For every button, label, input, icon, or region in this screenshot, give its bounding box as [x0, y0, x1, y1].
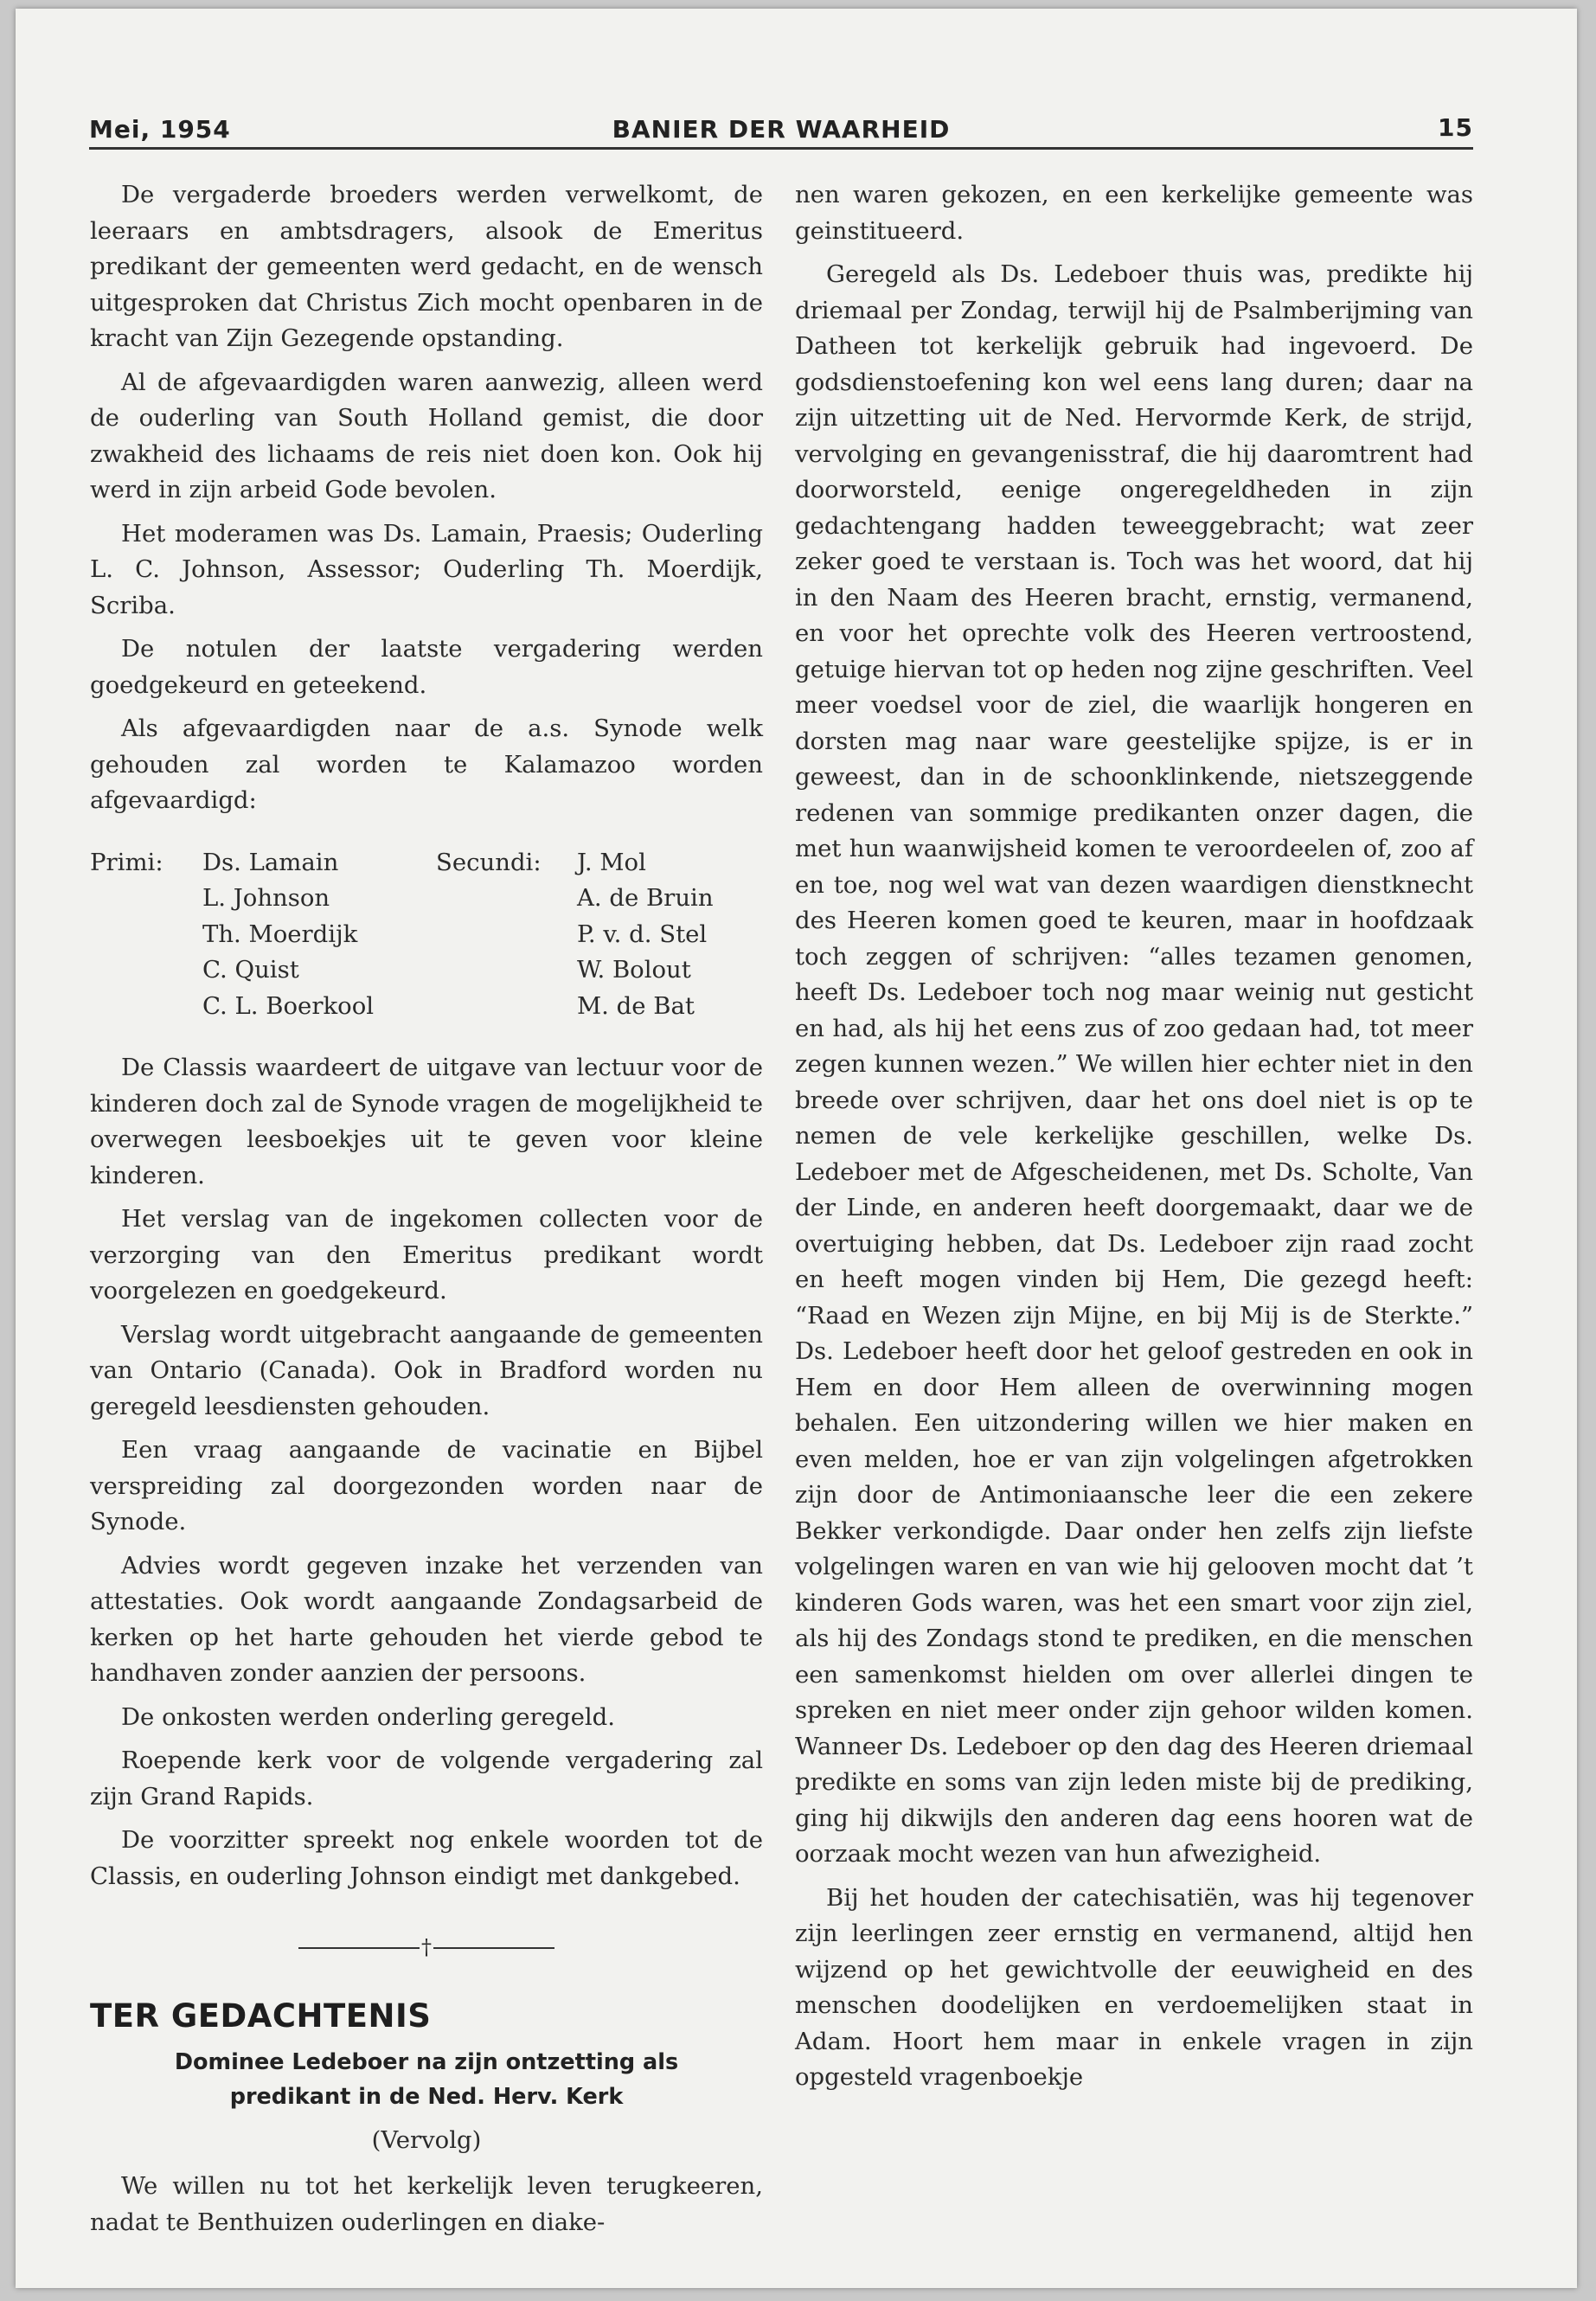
section-title: TER GEDACHTENIS — [90, 1997, 432, 2035]
paragraph: Een vraag aangaande de vacinatie en Bijbel verspreiding zal doorgezonden worden naar de Synode. — [90, 1436, 763, 1535]
paragraph: De onkosten werden onderling geregeld. — [121, 1702, 615, 1731]
paragraph: Als afgevaardigden naar de a.s. Synode welk gehouden zal worden te Kalamazoo worden afgevaardigd: — [90, 715, 763, 814]
issue-date: Mei, 1954 — [89, 115, 231, 144]
article-subtitle — [90, 2045, 763, 2114]
delegate-name: W. Bolout — [577, 956, 691, 984]
paragraph: Verslag wordt uitgebracht aangaande de gemeenten van Ontario (Canada). Ook in Bradford worden nu geregeld leesdiensten gehouden. — [90, 1320, 763, 1420]
paragraph: Advies wordt gegeven inzake het verzenden van attestaties. Ook wordt aangaande Zondagsarbeid de kerken op het harte gehouden het vierde gebod te handhaven zonder aanzien der persoons. — [90, 1551, 763, 1687]
delegate-name: Th. Moerdijk — [202, 920, 358, 948]
paragraph: De Classis waardeert de uitgave van lectuur voor de kinderen doch zal de Synode vragen de mogelijkheid te overwegen leesboekjes uit te geven voor kleine kinderen. — [90, 1054, 763, 1189]
paragraph-continuation: nen waren gekozen, en een kerkelijke gemeente was geinstitueerd. — [795, 181, 1473, 245]
delegate-name: P. v. d. Stel — [577, 920, 708, 948]
left-column — [90, 177, 763, 2248]
delegate-name: J. Mol — [577, 848, 646, 876]
divider-line — [433, 1947, 554, 1949]
delegate-name: C. Quist — [202, 956, 299, 984]
delegate-name: Ds. Lamain — [202, 848, 339, 876]
delegate-name: A. de Bruin — [577, 884, 714, 912]
secundi-label: Secundi: — [436, 848, 542, 876]
paragraph: We willen nu tot het kerkelijk leven terugkeeren, nadat te Benthuizen ouderlingen en diake- — [90, 2172, 763, 2236]
divider-line — [298, 1947, 420, 1949]
subtitle-line: predikant in de Ned. Herv. Kerk — [229, 2083, 624, 2110]
continued-note: (Vervolg) — [371, 2125, 482, 2154]
paragraph: Al de afgevaardigden waren aanwezig, alleen werd de ouderling van South Holland gemist, die door zwakheid des lichaams de reis niet doen kon. Ook hij werd in zijn arbeid Gode bevolen. — [90, 368, 763, 503]
delegates-list — [90, 845, 763, 1025]
section-divider — [90, 1929, 763, 1965]
magazine-page — [16, 9, 1577, 2288]
paragraph: Het moderamen was Ds. Lamain, Praesis; Ouderling L. C. Johnson, Assessor; Ouderling Th. Moerdijk, Scriba. — [90, 519, 763, 619]
paragraph: Geregeld als Ds. Ledeboer thuis was, predikte hij driemaal per Zondag, terwijl hij de Psalmberijming van Datheen tot kerkelijk gebruik had ingevoerd. De godsdienstoefening kon wel eens lang duren; daar na zijn uitzetting uit de Ned. Hervormde Kerk, de strijd, vervolging en gevangenisstraf, die hij daaromtrent had doorworsteld, eenige ongeregeldheden in zijn gedachtengang hadden teweeggebracht; wat zeer zeker goed te verstaan is. Toch was het woord, dat hij in den Naam des Heeren bracht, ernstig, vermanend, en voor het oprechte volk des Heeren vertroostend, getuige hiervan tot op heden nog zijne geschriften. Veel meer voedsel voor de ziel, die waarlijk hongeren en dorsten mag naar ware geestelijke spijze, is er in geweest, dan in de schoonklinkende, nietszeggende redenen van sommige predikanten onzer dagen, die met hun waanwijsheid komen te veroordeelen of, zoo af en toe, nog wel wat van dezen waardigen dienstknecht des Heeren komen goed te keuren, maar in hoofdzaak toch zeggen of schrijven: “alles tezamen genomen, heeft Ds. Ledeboer toch nog maar weinig nut gesticht en had, als hij het eens zus of zoo gedaan had, tot meer zegen kunnen wezen.” We willen hier echter niet in den breede over schrijven, daar het ons doel niet is op te nemen de vele kerkelijke geschillen, welke Ds. Ledeboer met de Afgescheidenen, met Ds. Scholte, Van der Linde, en anderen heeft doorgemaakt, daar we de overtuiging hebben, dat Ds. Ledeboer zijn raad zocht en heeft mogen vinden bij Hem, Die gezegd heeft: “Raad en Wezen zijn Mijne, en bij Mij is de Sterkte.” Ds. Ledeboer heeft door het geloof gestreden en ook in Hem en door Hem alleen de overwinning mogen behalen. Een uitzondering willen we hier maken en even melden, hoe er van zijn volgelingen afgetrokken zijn door de Antimoniaansche leer die een zekere Bekker verkondigde. Daar onder hen zelfs zijn liefste volgelingen waren en van wie hij gelooven mocht dat ’t kinderen Gods waren, was het een smart voor zijn ziel, als hij des Zondags stond te prediken, en die menschen een samenkomst hielden om over allerlei dingen te spreken en niet meer onder zijn gehoor wilden komen. Wanneer Ds. Ledeboer op den dag des Heeren driemaal predikte en soms van zijn leden miste bij de prediking, ging hij dikwijls den anderen dag eens hooren wat de oorzaak mocht wezen van hun afwezigheid. — [795, 260, 1473, 1868]
page-header — [89, 99, 1473, 150]
primi-names — [202, 845, 436, 1025]
delegate-name: L. Johnson — [202, 884, 330, 912]
delegate-name: M. de Bat — [577, 991, 695, 1020]
primi-label: Primi: — [90, 848, 163, 876]
paragraph: Het verslag van de ingekomen collecten voor de verzorging van den Emeritus predikant wordt voorgelezen en goedgekeurd. — [90, 1205, 763, 1304]
right-column — [795, 177, 1473, 2104]
subtitle-line: Dominee Ledeboer na zijn ontzetting als — [174, 2048, 679, 2075]
header-rule — [89, 147, 1473, 150]
paragraph: De notulen der laatste vergadering werden goedgekeurd en geteekend. — [90, 635, 763, 699]
page-number: 15 — [1438, 113, 1473, 142]
paragraph: De voorzitter spreekt nog enkele woorden tot de Classis, en ouderling Johnson eindigt met dankgebed. — [90, 1826, 763, 1890]
cross-mark: † — [421, 1934, 432, 1959]
delegate-name: C. L. Boerkool — [202, 991, 375, 1020]
secundi-names — [577, 845, 763, 1025]
paragraph: Bij het houden der catechisatiën, was hij tegenover zijn leerlingen zeer ernstig en vermanend, altijd hen wijzend op het gewichtvolle der eeuwigheid en des menschen doodelijken en verdoemelijken staat in Adam. Hoort hem maar in enkele vragen in zijn opgesteld vragenboekje — [795, 1883, 1473, 2091]
paragraph: Roepende kerk voor de volgende vergadering zal zijn Grand Rapids. — [90, 1747, 763, 1811]
publication-title: BANIER DER WAARHEID — [612, 115, 951, 144]
paragraph: De vergaderde broeders werden verwelkomt, de leeraars en ambtsdragers, alsook de Emeritus predikant der gemeenten werd gedacht, en de wensch uitgesproken dat Christus Zich mocht openbaren in de kracht van Zijn Gezegende opstanding. — [90, 181, 763, 352]
